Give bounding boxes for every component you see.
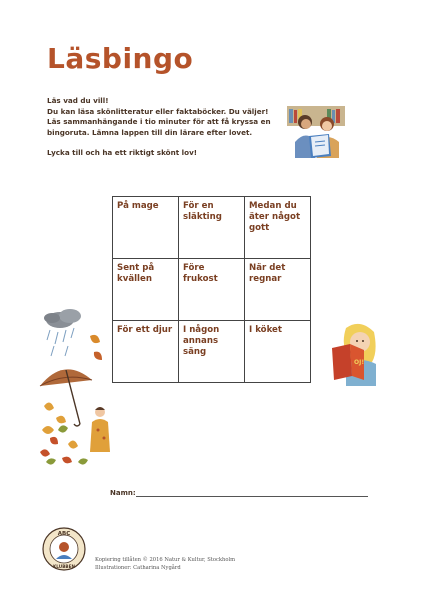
girl-reading-illustration	[330, 322, 380, 386]
svg-text:KLUBBEN: KLUBBEN	[53, 564, 75, 569]
intro-line-closing: Lycka till och ha ett riktigt skönt lov!	[47, 148, 198, 158]
bingo-grid	[112, 196, 311, 383]
name-input-line[interactable]	[136, 496, 368, 497]
rain-umbrella-illustration	[38, 306, 112, 474]
svg-text:ABC: ABC	[57, 531, 71, 537]
footer-credits	[95, 556, 235, 572]
bingo-cell[interactable]: På mage	[113, 197, 179, 259]
children-reading-illustration	[287, 106, 345, 158]
table-row	[113, 197, 311, 259]
bingo-cell[interactable]: Sent på kvällen	[113, 259, 179, 321]
bingo-cell[interactable]: Medan du äter något gott	[245, 197, 311, 259]
intro-line: Du kan läsa skönlitteratur eller faktaböcker. Du väljer!	[47, 106, 269, 116]
intro-line: Läs sammanhängande i tio minuter för att få kryssa en	[47, 117, 271, 127]
illustrator-credit: Illustrationer: Catharina Nygård	[95, 565, 181, 571]
bingo-cell[interactable]: I köket	[245, 321, 311, 383]
bingo-cell[interactable]: När det regnar	[245, 259, 311, 321]
svg-text:OJ!: OJ!	[354, 359, 365, 366]
page-title: Läsbingo	[47, 42, 194, 75]
intro-line: Läs vad du vill!	[47, 96, 109, 105]
bingo-cell[interactable]: För ett djur	[113, 321, 179, 383]
bingo-cell[interactable]: I någon annans säng	[179, 321, 245, 383]
table-row	[113, 321, 311, 383]
copyright-text: Kopiering tillåten © 2016 Natur & Kultur, Stockholm	[95, 557, 236, 563]
bingo-cell[interactable]: För en släkting	[179, 197, 245, 259]
intro-line: bingoruta. Lämna lappen till din lärare efter lovet.	[47, 127, 253, 137]
bingo-cell[interactable]: Före frukost	[179, 259, 245, 321]
table-row	[113, 259, 311, 321]
intro-text	[47, 96, 277, 159]
name-label: Namn:	[110, 489, 136, 497]
abc-klubben-logo	[42, 527, 86, 571]
